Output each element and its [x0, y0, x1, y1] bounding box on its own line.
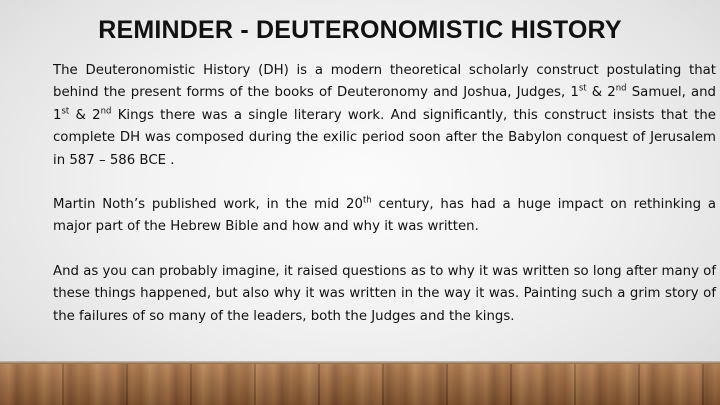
slide-body — [53, 60, 716, 350]
paragraph-questions: And as you can probably imagine, it raised questions as to why it was written so long after many of these things happened, but also why it was written in the way it was. Painting such a grim story of the failures of so many of the leaders, both the Judges and the kings. — [53, 263, 716, 324]
paragraph-dh-definition: The Deuteronomistic History (DH) is a modern theoretical scholarly construct postulating that behind the present forms of the books of Deuteronomy and Joshua, Judges, 1st & 2nd Samuel, and 1st & 2nd Kings there was a single literary work. And significantly, this construct insists that the complete DH was composed during the exilic period soon after the Babylon conquest of Jerusalem in 587 – 586 BCE . — [53, 63, 716, 168]
wood-floor-decoration — [0, 361, 720, 405]
paragraph-martin-noth: Martin Noth’s published work, in the mid 20th century, has had a huge impact on rethinking a major part of the Hebrew Bible and how and why it was written. — [53, 195, 716, 235]
slide-title: REMINDER - DEUTERONOMISTIC HISTORY — [98, 16, 622, 44]
